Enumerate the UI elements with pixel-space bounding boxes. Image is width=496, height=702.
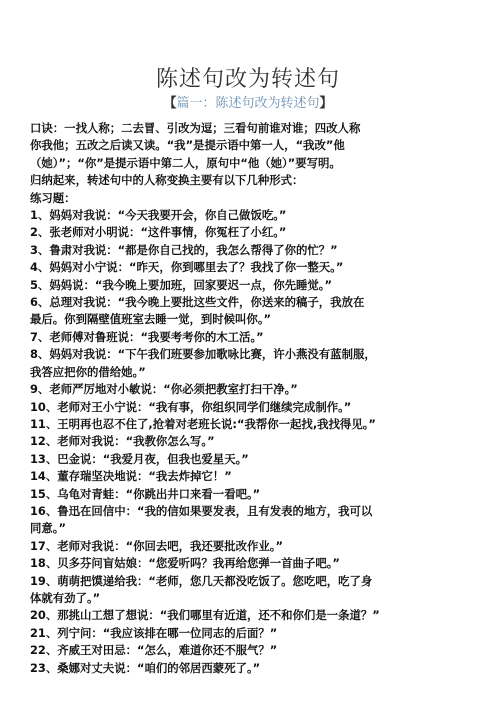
text-line: （她）”；“你”是提示语中第二人，原句中“他（她）”要写明。: [30, 155, 341, 170]
text-line: 1、妈妈对我说：“今天我要开会，你自己做饭吃。”: [30, 208, 287, 223]
text-line: 5、妈妈说：“我今晚上要加班，回家要迟一点，你先睡觉。”: [30, 277, 332, 292]
text-line: 2、张老师对小明说：“这件事情，你冤枉了小红。”: [30, 225, 287, 240]
text-line: 口诀：一找人称；二去冒、引改为逗；三看句前谁对谁；四改人称: [30, 121, 361, 135]
text-line: 11、王明再也忍不住了,抢着对老班长说:“我帮你一起找,我找得见。”: [30, 416, 376, 431]
text-line: 3、鲁肃对我说：“都是你自己找的，我怎么帮得了你的忙？”: [30, 242, 338, 257]
text-line: 16、鲁迅在回信中：“我的信如果要发表，且有发表的地方，我可以: [30, 503, 373, 518]
text-line: 22、齐威王对田忌：“怎么，难道你还不服气？”: [30, 643, 278, 658]
text-line: 练习题：: [30, 190, 76, 205]
text-line: 23、桑娜对丈夫说：“咱们的邻居西蒙死了。”: [30, 660, 261, 675]
text-line: 归纳起来，转述句中的人称变换主要有以下几种形式：: [30, 173, 304, 188]
text-line: 19、萌萌把馍递给我：“老师，您几天都没吃饭了。您吃吧，吃了身: [30, 573, 373, 588]
text-line: 10、老师对王小宁说：“我有事，你组织同学们继续完成制作。”: [30, 399, 352, 414]
text-line: 我答应把你的借给她。”: [30, 364, 146, 379]
text-line: 13、巴金说：“我爱月夜，但我也爱星天。”: [30, 451, 249, 466]
text-line: 7、老师傅对鲁班说：“我要考考你的木工活。”: [30, 329, 264, 344]
subtitle-close-bracket: 】: [319, 96, 333, 111]
document-body: [30, 120, 470, 677]
subtitle-open-bracket: 【: [163, 96, 177, 111]
text-line: 17、老师对我说：“你回去吧，我还要批改作业。”: [30, 538, 283, 553]
text-line: 体就有劲了。”: [30, 590, 101, 605]
text-line: 21、列宁问：“我应该排在哪一位同志的后面？”: [30, 625, 278, 640]
page-title: 陈述句改为转述句: [155, 67, 340, 92]
text-line: 6、总理对我说：“我今晚上要批这些文件，你送来的稿子，我放在: [30, 295, 365, 310]
page-subtitle: [0, 92, 496, 111]
text-line: 同意。”: [30, 521, 66, 536]
subtitle-text: 篇一：陈述句改为转述句: [176, 96, 320, 111]
text-line: 8、妈妈对我说：“下午我们班要参加歌咏比赛，许小燕没有蓝制服，: [30, 347, 376, 362]
text-line: 18、贝多芬问盲姑娘：“您爱听吗？我再给您弹一首曲子吧。”: [30, 556, 340, 571]
text-line: 12、老师对我说：“我教你怎么写。”: [30, 434, 215, 449]
text-line: 9、老师严厉地对小敏说：“你必须把教室打扫干净。”: [30, 382, 298, 397]
text-line: 14、董存瑞坚决地说：“我去炸掉它！”: [30, 469, 232, 484]
text-line: 最后。你到隔壁值班室去睡一觉，到时候叫你。”: [30, 312, 271, 327]
text-line: 4、妈妈对小宁说：“昨天，你到哪里去了？我找了你一整天。”: [30, 260, 344, 275]
text-line: 15、乌龟对青蛙：“你跳出井口来看一看吧。”: [30, 486, 261, 501]
text-line: 20、那挑山工想了想说：“我们哪里有近道，还不和你们是一条道？”: [30, 608, 380, 623]
text-line: 你我他；五改之后读又读。“我”是提示语中第一人，“我改”他: [30, 138, 345, 153]
